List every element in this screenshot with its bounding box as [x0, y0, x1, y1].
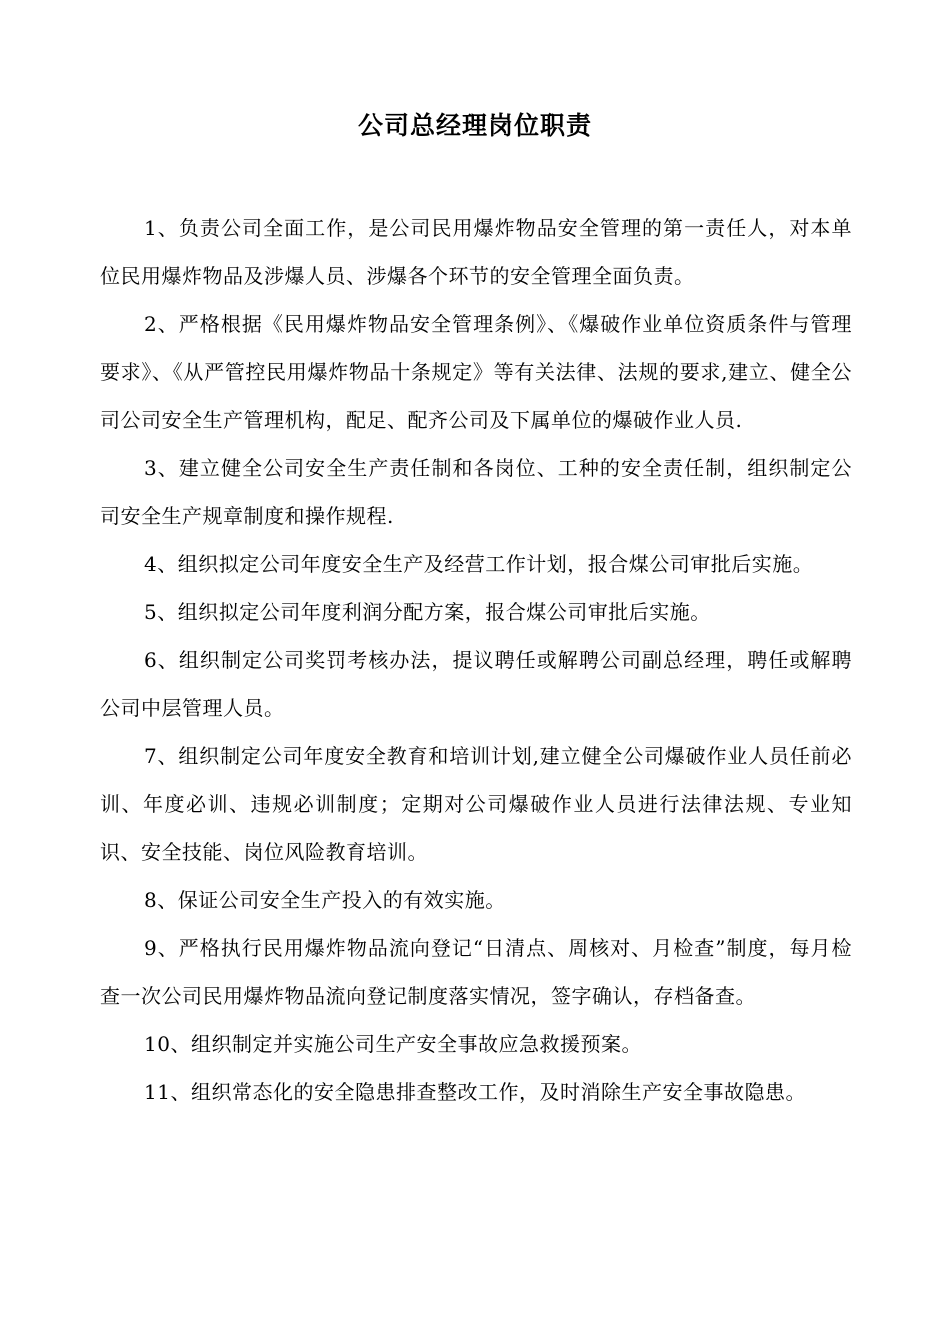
- paragraph-10: 10、组织制定并实施公司生产安全事故应急救援预案。: [144, 1032, 642, 1056]
- paragraph-11: 11、组织常态化的安全隐患排查整改工作，及时消除生产安全事故隐患。: [144, 1080, 806, 1104]
- paragraph-9: 9、严格执行民用爆炸物品流向登记“日清点、周核对、月检查”制度，每月检查一次公司民用爆炸物品流向登记制度落实情况，签字确认，存档备查。: [100, 936, 852, 1008]
- paragraph-8: 8、保证公司安全生产投入的有效实施。: [144, 888, 506, 912]
- document-title: 公司总经理岗位职责: [357, 111, 592, 140]
- paragraph-4: 4、组织拟定公司年度安全生产及经营工作计划，报合煤公司审批后实施。: [144, 552, 814, 576]
- paragraph-6: 6、组织制定公司奖罚考核办法，提议聘任或解聘公司副总经理，聘任或解聘公司中层管理人员。: [100, 648, 852, 720]
- paragraph-2: 2、严格根据《民用爆炸物品安全管理条例》、《爆破作业单位资质条件与管理要求》、《从严管控民用爆炸物品十条规定》等有关法律、法规的要求,建立、健全公司公司安全生产管理机构，配足、配齐公司及下属单位的爆破作业人员.: [100, 312, 852, 432]
- paragraph-7: 7、组织制定公司年度安全教育和培训计划,建立健全公司爆破作业人员任前必训、年度必训、违规必训制度；定期对公司爆破作业人员进行法律法规、专业知识、安全技能、岗位风险教育培训。: [100, 744, 852, 864]
- paragraph-5: 5、组织拟定公司年度利润分配方案，报合煤公司审批后实施。: [144, 600, 711, 624]
- paragraph-1: 1、负责公司全面工作，是公司民用爆炸物品安全管理的第一责任人，对本单位民用爆炸物品及涉爆人员、涉爆各个环节的安全管理全面负责。: [100, 216, 852, 288]
- document-body: [100, 204, 852, 1116]
- paragraph-3: 3、建立健全公司安全生产责任制和各岗位、工种的安全责任制，组织制定公司安全生产规章制度和操作规程.: [100, 456, 852, 528]
